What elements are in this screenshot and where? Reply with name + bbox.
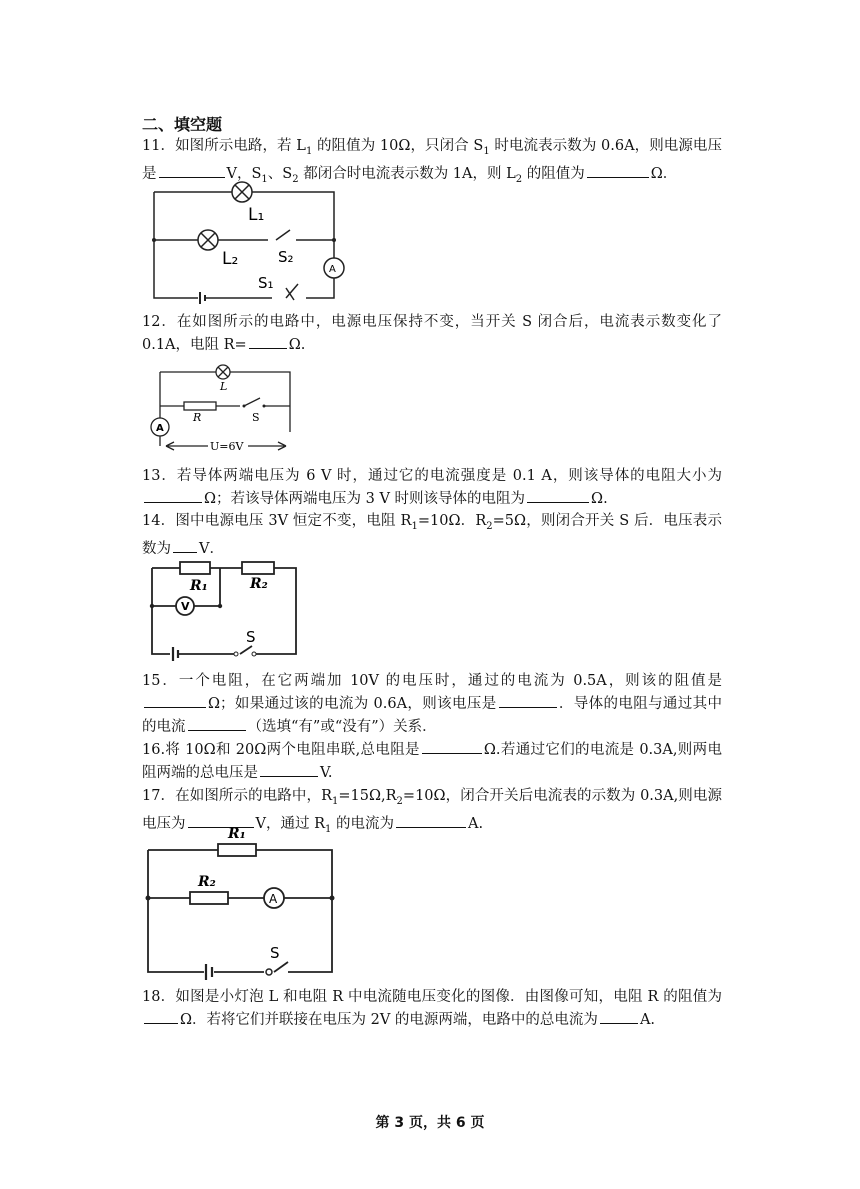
fig-label-R: R: [193, 411, 202, 424]
voltmeter-label: V: [181, 600, 190, 613]
question-13: 13．若导体两端电压为 6 V 时，通过它的电流强度是 0.1 A，则该导体的电阻大小为Ω；若该导体两端电压为 3 V 时则该导体的电阻为 Ω.: [142, 468, 722, 507]
fig-label-R2: R₂: [250, 576, 268, 592]
blank[interactable]: [422, 739, 482, 754]
fig-label-S1: S₁: [258, 274, 274, 292]
circuit-figure-14: [146, 556, 306, 666]
circuit-figure-12: [144, 362, 304, 462]
question-14: 14．图中电源电压 3V 恒定不变，电阻 $R_1=10\Omega$．$R_2=5\Omega$，则闭合开关 S 后．电压表示数为 V．: [142, 513, 722, 557]
blank[interactable]: [159, 163, 225, 178]
fig-label-U: U=6V: [210, 440, 244, 453]
blank[interactable]: [188, 716, 246, 731]
question-15: 15．一个电阻，在它两端加 10V 的电压时，通过的电流为 0.5A，则该的阻值是Ω；如果通过该的电流为 0.6A，则该电压是 ．导体的电阻与通过其中的电流 （选填“有”或“没有”）关系．: [142, 673, 722, 735]
blank[interactable]: [144, 488, 202, 503]
fig-label-L: L: [220, 380, 228, 393]
fig-label-S: S: [246, 628, 256, 646]
ammeter-label: A: [329, 264, 336, 275]
fig-label-S: S: [270, 944, 280, 962]
blank[interactable]: [260, 762, 318, 777]
fig-label-R1: R₁: [190, 578, 208, 594]
blank[interactable]: [499, 693, 557, 708]
circuit-figure-17: [142, 820, 342, 980]
blank[interactable]: [587, 163, 649, 178]
blank[interactable]: [144, 1009, 178, 1024]
fig-label-R1: R₁: [228, 826, 246, 842]
blank[interactable]: [249, 334, 287, 349]
circuit-figure-11: [148, 180, 368, 305]
ammeter-label: A: [269, 892, 278, 906]
blank[interactable]: [396, 813, 466, 828]
blank[interactable]: [144, 693, 206, 708]
blank[interactable]: [173, 538, 197, 553]
question-11: 11．如图所示电路，若 $L_1$ 的阻值为 10Ω，只闭合 $S_1$ 时电流表示数为 0.6A，则电源电压是 V，$S_1$、$S_2$ 都闭合时电流表示数为 1A，则 $L_2$ 的阻值为 Ω．: [142, 138, 722, 185]
question-18: 18．如图是小灯泡 L 和电阻 R 中电流随电压变化的图像．由图像可知，电阻 R 的阻值为Ω．若将它们并联接在电压为 2V 的电源两端，电路中的总电流为 A.: [142, 989, 722, 1028]
blank[interactable]: [527, 488, 589, 503]
fig-label-L1: L₁: [248, 205, 265, 225]
question-16: 16.将 10Ω和 20Ω两个电阻串联,总电阻是 Ω.若通过它们的电流是 0.3A,则两电阻两端的总电压是 V.: [142, 739, 722, 785]
fig-label-S: S: [252, 411, 260, 424]
question-17: 17．在如图所示的电路中，$R_1=15\Omega,R_2=10\Omega$，闭合开关后电流表的示数为 0.3A,则电源电压为 V，通过 $R_1$ 的电流为 A.: [142, 788, 722, 835]
fig-label-R2: R₂: [198, 874, 216, 890]
fig-label-L2: L₂: [222, 249, 239, 269]
ammeter-label: A: [156, 423, 164, 434]
fig-label-S2: S₂: [278, 248, 294, 266]
section-title: 二、填空题: [142, 115, 223, 134]
question-12: 12．在如图所示的电路中，电源电压保持不变，当开关 S 闭合后，电流表示数变化了 0.1A，电阻 R= Ω.: [142, 314, 722, 353]
page-footer: 第 3 页，共 6 页: [375, 1115, 485, 1131]
blank[interactable]: [600, 1009, 638, 1024]
